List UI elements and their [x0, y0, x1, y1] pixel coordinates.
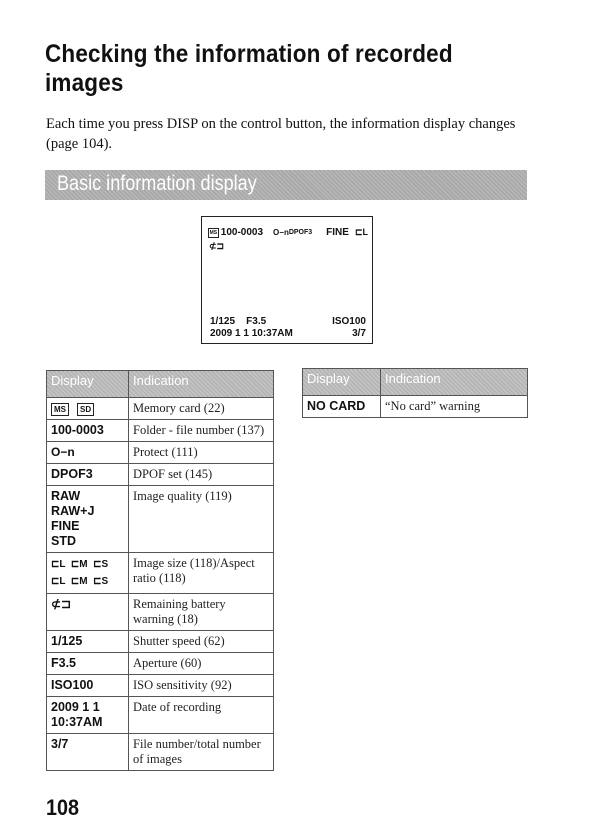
memory-stick-icon: MS — [51, 403, 69, 416]
section-heading-bar — [45, 170, 527, 200]
table-cell: Memory card (22) — [129, 398, 274, 420]
table-row — [47, 553, 274, 594]
table-cell: Image size (118)/Aspect ratio (118) — [129, 553, 274, 594]
table-row — [47, 734, 274, 771]
lcd-date: 2009 1 1 10:37AM — [210, 328, 293, 339]
intro-paragraph: Each time you press DISP on the control button, the information display changes (page 104). — [46, 116, 516, 152]
table-cell: Image quality (119) — [129, 486, 274, 553]
table-row — [47, 675, 274, 697]
battery-warning-icon: ⊄⊐ — [51, 597, 72, 611]
image-size-icon: ⊏L ⊏M ⊏S ⊏L ⊏M ⊏S — [47, 553, 129, 594]
lcd-aperture: F3.5 — [246, 316, 267, 327]
key-icon: O−n — [51, 445, 75, 459]
page-number: 108 — [46, 795, 80, 820]
table-cell: Aperture (60) — [129, 653, 274, 675]
table-cell: “No card” warning — [381, 396, 528, 418]
table-cell: RAW RAW+J FINE STD — [47, 486, 129, 553]
table-cell: DPOF3 — [47, 464, 129, 486]
table-row — [47, 464, 274, 486]
table-header-display: Display — [303, 369, 381, 396]
lcd-folder-file: 100-0003 — [220, 227, 264, 238]
sd-card-icon: SD — [77, 403, 94, 416]
lcd-shutter: 1/125 — [210, 316, 236, 327]
lcd-iso: ISO100 — [332, 316, 366, 327]
section-heading: Basic information display — [57, 172, 257, 195]
table-cell: DPOF set (145) — [129, 464, 274, 486]
table-row — [47, 398, 274, 420]
table-row — [47, 486, 274, 553]
table-cell: Protect (111) — [129, 442, 274, 464]
table-cell: Folder - file number (137) — [129, 420, 274, 442]
info-table-right — [302, 368, 528, 418]
table-row — [47, 697, 274, 734]
table-cell: Date of recording — [129, 697, 274, 734]
table-cell: Remaining battery warning (18) — [129, 594, 274, 631]
table-row — [47, 631, 274, 653]
lcd-dpof: DPOF3 — [288, 229, 313, 236]
key-icon: O−n — [273, 228, 289, 237]
table-cell: Shutter speed (62) — [129, 631, 274, 653]
table-cell: File number/total number of images — [129, 734, 274, 771]
table-row — [47, 420, 274, 442]
table-cell: ISO100 — [47, 675, 129, 697]
table-header-indication: Indication — [129, 371, 274, 398]
table-cell: ISO sensitivity (92) — [129, 675, 274, 697]
page-title: Checking the information of recorded images — [45, 40, 453, 97]
lcd-file-count: 3/7 — [352, 328, 366, 339]
table-row — [47, 594, 274, 631]
table-row — [47, 442, 274, 464]
image-size-icon: ⊏L — [354, 227, 368, 237]
lcd-screen-illustration — [201, 216, 373, 344]
table-header-indication: Indication — [381, 369, 528, 396]
memory-card-icon: MS — [209, 229, 218, 236]
table-cell: 1/125 — [47, 631, 129, 653]
table-header-display: Display — [47, 371, 129, 398]
table-cell: NO CARD — [303, 396, 381, 418]
table-row — [303, 396, 528, 418]
table-cell: 3/7 — [47, 734, 129, 771]
lcd-quality: FINE — [326, 227, 349, 238]
table-cell: 2009 1 1 10:37AM — [47, 697, 129, 734]
table-cell: 100-0003 — [47, 420, 129, 442]
table-cell: F3.5 — [47, 653, 129, 675]
battery-warning-icon: ⊄⊐ — [209, 241, 225, 251]
table-row — [47, 653, 274, 675]
info-table-left — [46, 370, 274, 771]
